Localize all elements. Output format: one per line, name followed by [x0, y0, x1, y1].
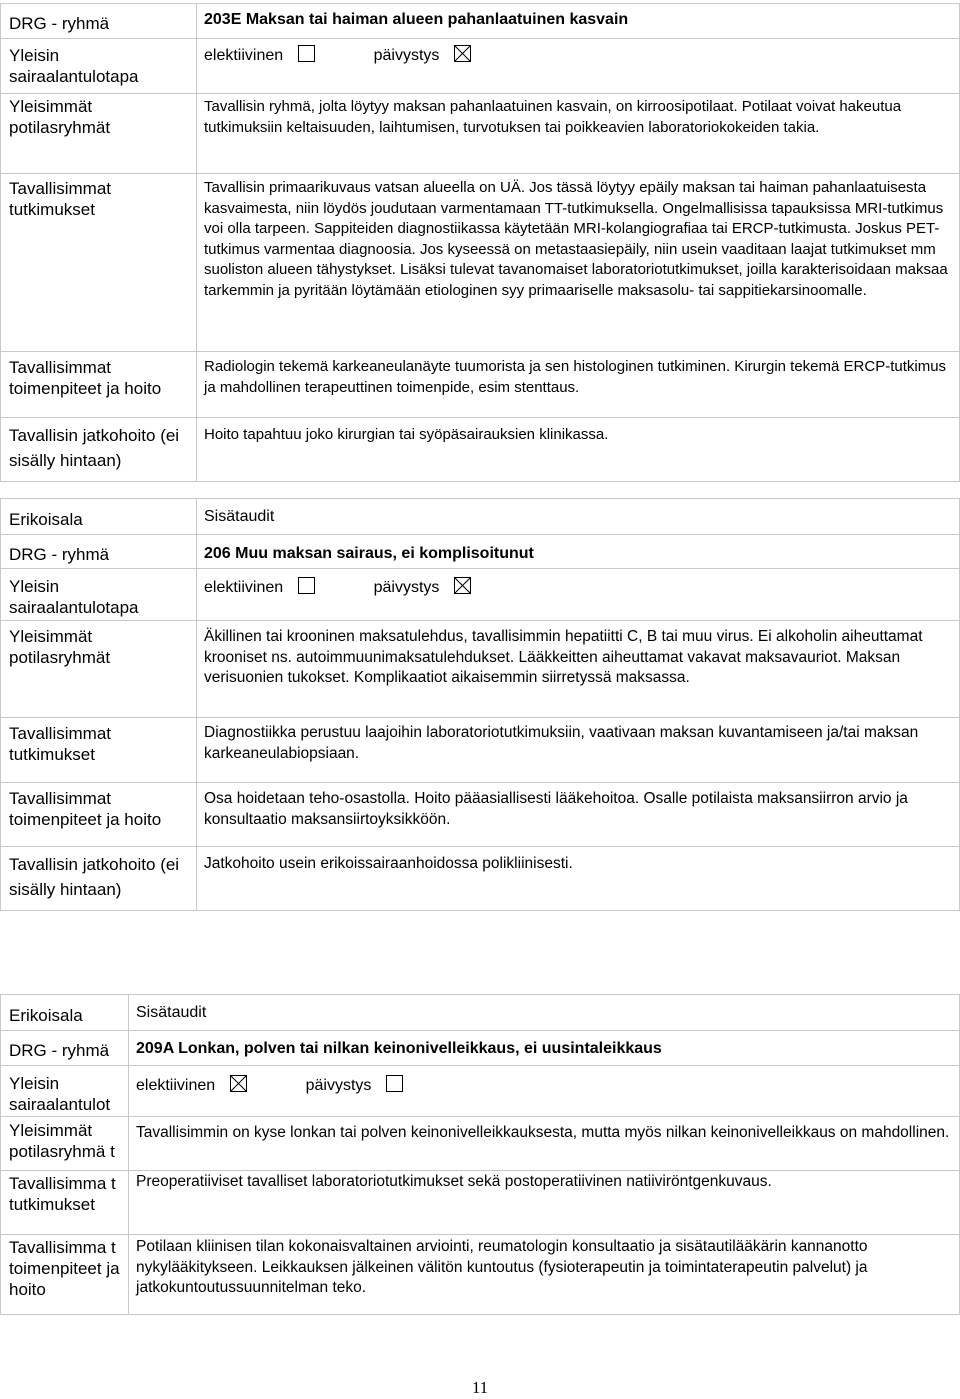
specialty-value: Sisätaudit: [204, 508, 275, 525]
drg-label: DRG - ryhmä: [1, 4, 197, 39]
procedures-label: Tavallisimmat toimenpiteet ja hoito: [1, 783, 197, 847]
procedures-label: Tavallisimmat toimenpiteet ja hoito: [1, 352, 197, 418]
drg-table-203e: [0, 3, 960, 482]
procedures-text: Radiologin tekemä karkeaneulanäyte tuumorista ja sen histologinen tutkiminen. Kirurgin tekemä ERCP-tutkimus ja mahdollinen terapeuttinen toimenpide, esim stenttaus.: [204, 358, 947, 396]
examinations-text: Diagnostiikka perustuu laajoihin laboratoriotutkimuksiin, vaativaan maksan kuvantamiseen ja/tai maksan karkeaneulabiopsiaan.: [204, 724, 919, 762]
examinations-text: Tavallisin primaarikuvaus vatsan alueella on UÄ. Jos tässä löytyy epäily maksan tai haiman pahanlaatuisesta kasvaimesta, niin löydös joudutaan varmentamaan TT-tutkimuksella. Ongelmallisissa tapauksissa MRI-tutkimus voi olla tarpeen. Sappiteiden diagnostiikassa käytetään MRI-kolangiografiaa tai ERCP-tutkimusta. Joskus PET-tutkimus varmentaa diagnoosia. Jos kyseessä on metastaasiepäily, niin usein vaaditaan laajat tutkimukset mm suoliston alueen tähystykset. Lisäksi tulevat tavanomaiset laboratoriotutkimukset, joilla karakterisoidaan maksaa tarkemmin ja pyritään löytämään etiologinen syy primaariselle maksasolu- tai sappitiekarsinoomalle.: [204, 179, 948, 299]
drg-table-209a: [0, 994, 960, 1315]
admission-label: Yleisin sairaalantulot: [1, 1066, 129, 1117]
elective-checkbox[interactable]: [298, 45, 315, 62]
elective-checkbox-checked[interactable]: [230, 1075, 247, 1092]
specialty-label: Erikoisala: [1, 499, 197, 535]
follow-up-label: Tavallisin jatkohoito (ei sisälly hintaan): [1, 847, 197, 911]
drg-label: DRG - ryhmä: [1, 1031, 129, 1066]
patient-groups-text: Tavallisin ryhmä, jolta löytyy maksan pahanlaatuinen kasvain, on kirroosipotilaat. Potilaat voivat hakeutua tutkimuksiin keltaisuuden, laihtumisen, turvotuksen tai poikkeavien laboratoriokokeiden takia.: [204, 98, 902, 136]
procedures-text: Osa hoidetaan teho-osastolla. Hoito pääasiallisesti lääkehoitoa. Osalle potilaista maksansiirron arvio ja konsultaatio maksansiirtoyksikköön.: [204, 790, 908, 828]
drg-title: 206 Muu maksan sairaus, ei komplisoitunut: [204, 545, 534, 562]
page-number: 11: [471, 1378, 489, 1397]
admission-type: [197, 39, 960, 94]
drg-label: DRG - ryhmä: [1, 535, 197, 569]
patient-groups-label: Yleisimmät potilasryhmät: [1, 94, 197, 174]
follow-up-label: Tavallisin jatkohoito (ei sisälly hintaan): [1, 418, 197, 482]
patient-groups-text: Äkillinen tai krooninen maksatulehdus, tavallisimmin hepatiitti C, B tai muu virus. Ei alkoholin aiheuttamat krooniset ns. autoimmuunimaksatulehdukset. Lääkkeitten aiheuttamat vakavat maksavauriot. Maksan verisuonien tukokset. Komplikaatiot aikaisemmin siirretyssä maksassa.: [204, 628, 923, 686]
drg-title: 209A Lonkan, polven tai nilkan keinonivelleikkaus, ei uusintaleikkaus: [136, 1040, 662, 1057]
emergency-checkbox-checked[interactable]: [454, 45, 471, 62]
admission-type: [197, 569, 960, 621]
specialty-label: Erikoisala: [1, 995, 129, 1031]
emergency-label: päivystys: [305, 1077, 372, 1094]
procedures-label: Tavallisimma t toimenpiteet ja hoito: [1, 1235, 129, 1315]
follow-up-text: Hoito tapahtuu joko kirurgian tai syöpäsairauksien klinikassa.: [204, 426, 609, 443]
procedures-text: Potilaan kliinisen tilan kokonaisvaltainen arviointi, reumatologin konsultaatio ja sisätautilääkärin kannanotto nykylääkitykseen. Leikkauksen jälkeinen välitön kuntoutus (fysioterapeutin ja toimintaterapeutin palvelut) ja jatkokuntoutussuunnitelman teko.: [136, 1238, 868, 1296]
admission-label: Yleisin sairaalantulotapa: [1, 39, 197, 94]
elective-label: elektiivinen: [204, 579, 284, 596]
examinations-label: Tavallisimma t tutkimukset: [1, 1171, 129, 1235]
drg-title: 203E Maksan tai haiman alueen pahanlaatuinen kasvain: [204, 11, 629, 28]
patient-groups-label: Yleisimmät potilasryhmä t: [1, 1117, 129, 1171]
examinations-label: Tavallisimmat tutkimukset: [1, 174, 197, 352]
admission-type: [129, 1066, 960, 1117]
patient-groups-label: Yleisimmät potilasryhmät: [1, 621, 197, 718]
elective-label: elektiivinen: [204, 47, 284, 64]
elective-label: elektiivinen: [136, 1077, 216, 1094]
examinations-text: Preoperatiiviset tavalliset laboratoriotutkimukset sekä postoperatiivinen natiiviröntgenkuvaus.: [136, 1173, 772, 1190]
emergency-label: päivystys: [373, 579, 440, 596]
elective-checkbox[interactable]: [298, 577, 315, 594]
patient-groups-text: Tavallisimmin on kyse lonkan tai polven keinonivelleikkauksesta, mutta myös nilkan keinonivelleikkaus on mahdollinen.: [136, 1124, 950, 1141]
examinations-label: Tavallisimmat tutkimukset: [1, 718, 197, 783]
emergency-checkbox[interactable]: [386, 1075, 403, 1092]
follow-up-text: Jatkohoito usein erikoissairaanhoidossa polikliinisesti.: [204, 855, 573, 872]
emergency-label: päivystys: [373, 47, 440, 64]
emergency-checkbox-checked[interactable]: [454, 577, 471, 594]
drg-table-206: [0, 498, 960, 911]
specialty-value: Sisätaudit: [136, 1004, 207, 1021]
admission-label: Yleisin sairaalantulotapa: [1, 569, 197, 621]
